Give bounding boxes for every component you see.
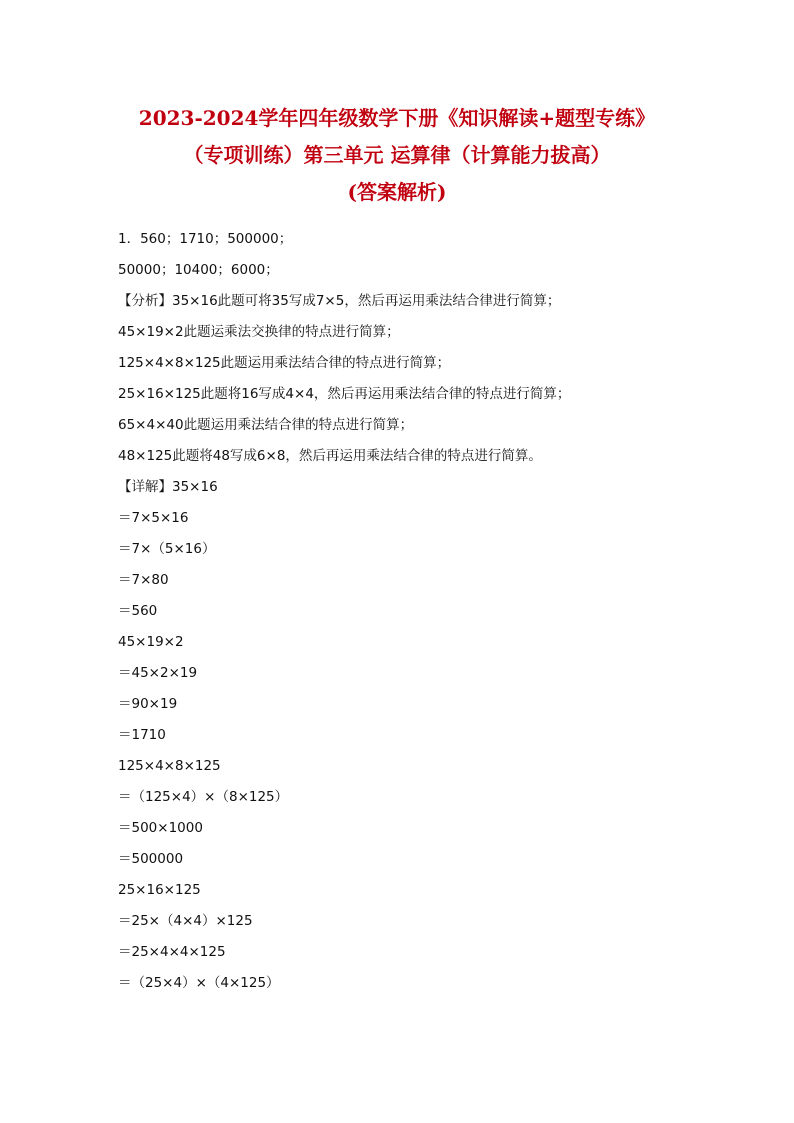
calc-step-line: ＝（125×4）×（8×125） xyxy=(118,789,289,805)
calc-step-line: ＝（25×4）×（4×125） xyxy=(118,975,280,991)
calc-step-line: ＝90×19 xyxy=(118,696,178,712)
calc-step-line: ＝7×（5×16） xyxy=(118,541,216,557)
calc-step-line: ＝45×2×19 xyxy=(118,665,198,681)
answer-summary-line: 1．560；1710；500000； xyxy=(118,231,293,247)
answer-summary-line: 50000；10400；6000； xyxy=(118,262,279,278)
calc-step-line: ＝500×1000 xyxy=(118,820,203,836)
title-line-1: 2023-2024学年四年级数学下册《知识解读+题型专练》 xyxy=(138,106,656,130)
calc-step-line: ＝560 xyxy=(118,603,158,619)
detail-line: 【详解】35×16 xyxy=(118,479,218,495)
calc-step-line: ＝500000 xyxy=(118,851,184,867)
title-line-2: （专项训练）第三单元 运算律（计算能力拔高） xyxy=(183,143,611,167)
analysis-line: 45×19×2此题运乘法交换律的特点进行简算； xyxy=(118,324,400,340)
calc-step-line: ＝7×5×16 xyxy=(118,510,189,526)
analysis-line: 48×125此题将48写成6×8，然后再运用乘法结合律的特点进行简算。 xyxy=(118,448,542,464)
answer-content xyxy=(118,224,678,999)
calc-step-line: 25×16×125 xyxy=(118,882,201,898)
calc-step-line: 45×19×2 xyxy=(118,634,184,650)
calc-step-line: ＝1710 xyxy=(118,727,166,743)
title-line-3: (答案解析) xyxy=(347,180,447,204)
calc-step-line: ＝25×（4×4）×125 xyxy=(118,913,253,929)
analysis-line: 65×4×40此题运用乘法结合律的特点进行简算； xyxy=(118,417,414,433)
document-title xyxy=(0,100,794,211)
analysis-line: 【分析】35×16此题可将35写成7×5，然后再运用乘法结合律进行简算； xyxy=(118,293,561,309)
analysis-line: 125×4×8×125此题运用乘法结合律的特点进行简算； xyxy=(118,355,451,371)
analysis-line: 25×16×125此题将16写成4×4，然后再运用乘法结合律的特点进行简算； xyxy=(118,386,571,402)
calc-step-line: ＝7×80 xyxy=(118,572,169,588)
calc-step-line: ＝25×4×4×125 xyxy=(118,944,226,960)
calc-step-line: 125×4×8×125 xyxy=(118,758,221,774)
